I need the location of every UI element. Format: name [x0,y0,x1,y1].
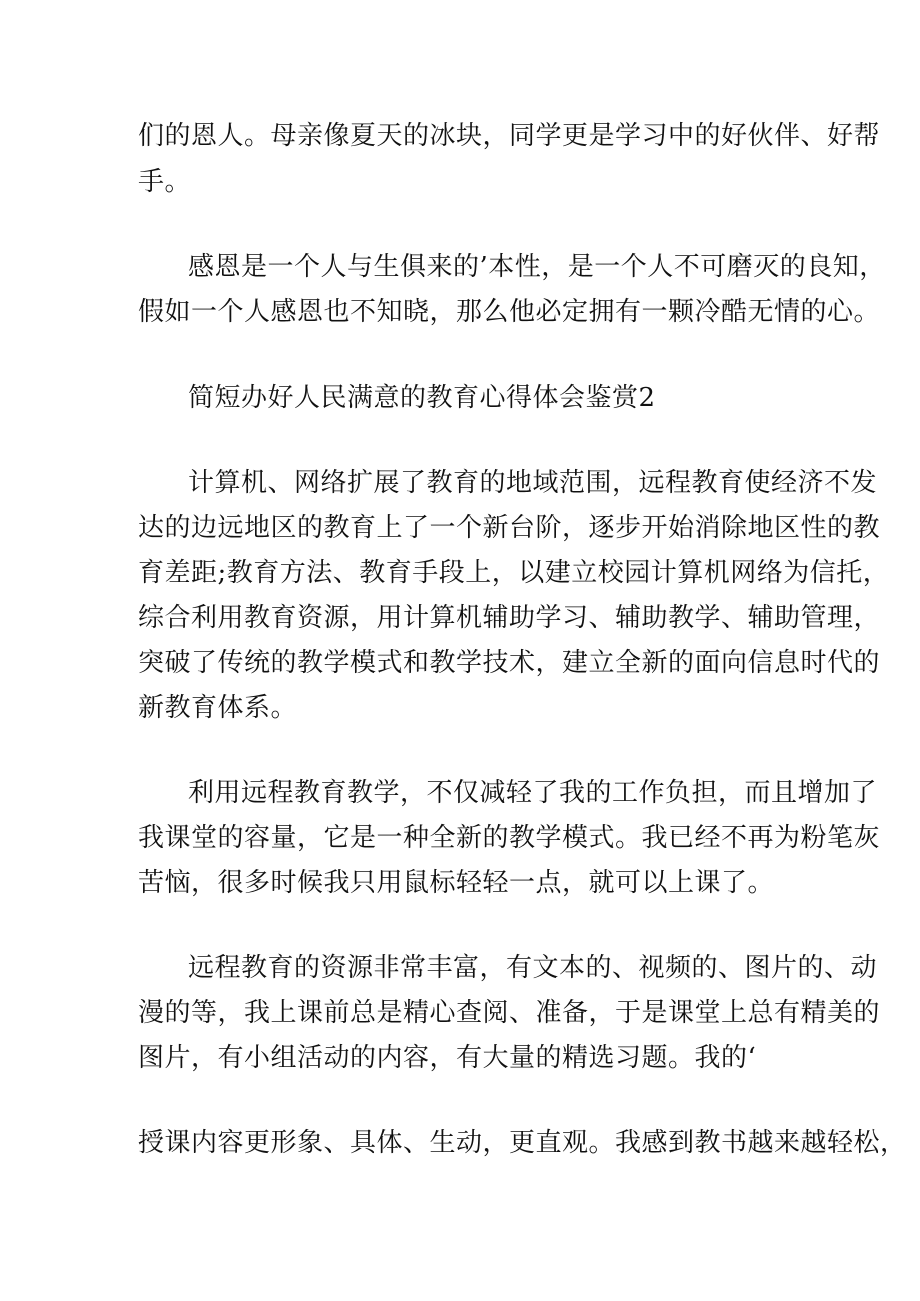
paragraph-start-line: 利用远程教育教学，不仅减轻了我的工作负担，而且增加了 [188,778,878,808]
section-heading: 简短办好人民满意的教育心得体会鉴赏2 [188,383,656,413]
text-line: 们的恩人。母亲像夏天的冰块，同学更是学习中的好伙伴、好帮 [138,121,881,151]
paragraph-start-line: 远程教育的资源非常丰富，有文本的、视频的、图片的、动 [188,953,878,983]
paragraph-start-line: 计算机、网络扩展了教育的地域范围，远程教育使经济不发 [188,468,878,498]
text-line: 突破了传统的教学模式和教学技术，建立全新的面向信息时代的 [138,648,881,678]
text-line: 授课内容更形象、具体、生动，更直观。我感到教书越来越轻松， [138,1128,907,1158]
text-line: 达的边远地区的教育上了一个新台阶，逐步开始消除地区性的教 [138,513,881,543]
text-line: 我课堂的容量，它是一种全新的教学模式。我已经不再为粉笔灰 [138,823,881,853]
text-line: 手。 [138,167,192,197]
text-line: 新教育体系。 [138,693,298,723]
text-line: 漫的等，我上课前总是精心查阅、准备，于是课堂上总有精美的 [138,998,881,1028]
text-line: 综合利用教育资源，用计算机辅助学习、辅助教学、辅助管理， [138,603,881,633]
text-line: 假如一个人感恩也不知晓，那么他必定拥有一颗冷酷无情的心。 [138,297,881,327]
paragraph-start-line: 感恩是一个人与生俱来的’本性，是一个人不可磨灭的良知， [188,252,886,282]
text-line: 育差距;教育方法、教育手段上，以建立校园计算机网络为信托， [138,558,890,588]
text-line: 苦恼，很多时候我只用鼠标轻轻一点，就可以上课了。 [138,868,775,898]
text-line: 图片，有小组活动的内容，有大量的精选习题。我的‘ [138,1043,757,1073]
